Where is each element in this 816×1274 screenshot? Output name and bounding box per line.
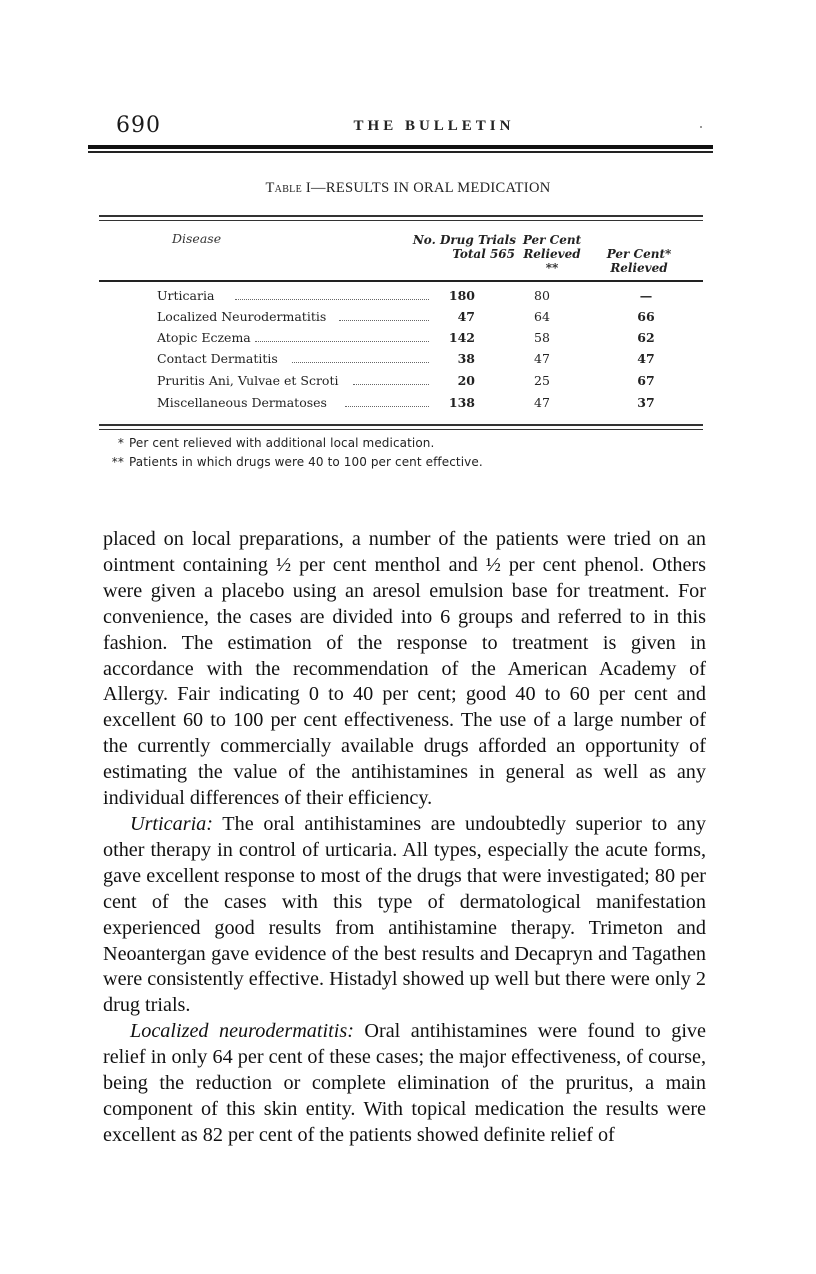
column-header-per-cent-local-line2: Relieved xyxy=(610,261,668,275)
paragraph-text-urticaria: The oral antihistamines are undoubtedly superior to any other therapy in control of urticaria. All types, especially the acute forms, gave excellent response to most of the drugs that were investigated; 80 per cent of the cases with this type of dermatological manifestation experienced good results from antihistamine therapy. Trimeton and Neoantergan gave evidence of the best results and Decapryn and Tagathen were consistently effective. Histadyl showed up well but there were only 2 drug trials. xyxy=(103,812,706,1017)
paragraph-lead-neurodermatitis: Localized neurodermatitis: xyxy=(130,1020,354,1043)
dot-leader xyxy=(339,320,429,321)
cell-per-cent-local: 37 xyxy=(637,395,655,410)
table-caption-prefix: Table I xyxy=(265,180,312,196)
paragraph-lead-urticaria: Urticaria: xyxy=(130,812,213,835)
cell-disease: Localized Neurodermatitis xyxy=(157,309,327,324)
column-header-per-cent-local-line1: Per Cent* xyxy=(606,247,672,261)
cell-per-cent-relieved: 47 xyxy=(534,395,550,410)
table-row xyxy=(157,395,677,415)
table-top-rule xyxy=(99,215,703,217)
table-row xyxy=(157,373,677,393)
table-row xyxy=(157,351,677,371)
cell-trials: 180 xyxy=(448,288,475,303)
dot-leader xyxy=(353,384,429,385)
dot-leader xyxy=(235,299,429,300)
column-header-per-cent-relieved-mark: ** xyxy=(545,261,559,275)
table-bottom-rule xyxy=(99,424,703,426)
footnote-text: Patients in which drugs were 40 to 100 per cent effective. xyxy=(129,455,483,469)
print-speck xyxy=(700,126,702,128)
cell-trials: 20 xyxy=(457,373,475,388)
cell-trials: 38 xyxy=(457,351,475,366)
cell-disease: Pruritis Ani, Vulvae et Scroti xyxy=(157,373,339,388)
cell-trials: 142 xyxy=(448,330,475,345)
column-header-per-cent-local xyxy=(604,247,674,275)
journal-title: THE BULLETIN xyxy=(353,118,515,134)
body-text xyxy=(103,527,706,1149)
paragraph-urticaria xyxy=(103,812,706,1019)
paragraph-methods: placed on local preparations, a number of the patients were tried on an ointment containing ½ per cent menthol and ½ per cent phenol. Others were given a placebo using an aresol emulsion base for treatment. For convenience, the cases are divided into 6 groups and referred to in this fashion. The estimation of the response to treatment is given in accordance with the recommendation of the American Academy of Allergy. Fair indicating 0 to 40 per cent; good 40 to 60 per cent and excellent 60 to 100 per cent effectiveness. The use of a large number of the currently commercially available drugs afforded an opportunity of estimating the value of the antihistamines in general as well as any individual differences of their efficiency. xyxy=(103,528,706,810)
table-header-rule xyxy=(99,280,703,282)
cell-per-cent-local: 66 xyxy=(637,309,655,324)
cell-per-cent-local: — xyxy=(639,288,653,303)
table-row xyxy=(157,330,677,350)
footnote-single-asterisk xyxy=(106,436,434,450)
column-header-disease: Disease xyxy=(172,231,222,246)
column-header-drug-trials xyxy=(404,233,516,261)
cell-trials: 47 xyxy=(457,309,475,324)
footnote-text: Per cent relieved with additional local medication. xyxy=(129,436,435,450)
cell-per-cent-local: 47 xyxy=(637,351,655,366)
column-header-per-cent-relieved xyxy=(517,233,587,275)
footnote-double-asterisk xyxy=(106,455,483,469)
dot-leader xyxy=(292,362,429,363)
table-bottom-rule-thin xyxy=(99,429,703,430)
table-top-rule-thin xyxy=(99,220,703,221)
column-header-per-cent-relieved-line1: Per Cent xyxy=(522,233,582,247)
cell-per-cent-relieved: 58 xyxy=(534,330,550,345)
table-caption xyxy=(0,180,816,197)
header-rule-thick xyxy=(88,145,713,149)
footnote-mark: * xyxy=(117,436,124,450)
footnote-mark: ** xyxy=(111,455,124,469)
column-header-drug-trials-line2: Total 565 xyxy=(452,247,515,261)
header-rule-thin xyxy=(88,151,713,153)
table-row xyxy=(157,309,677,329)
column-header-drug-trials-line1: No. Drug Trials xyxy=(412,233,516,247)
running-header xyxy=(114,113,714,143)
cell-per-cent-local: 67 xyxy=(637,373,655,388)
table-caption-title: —RESULTS IN ORAL MEDICATION xyxy=(311,180,551,196)
cell-trials: 138 xyxy=(448,395,475,410)
column-header-per-cent-relieved-line2: Relieved xyxy=(523,247,581,261)
cell-per-cent-relieved: 64 xyxy=(534,309,550,324)
dot-leader xyxy=(255,341,429,342)
paragraph-neurodermatitis xyxy=(103,1019,706,1149)
cell-disease: Urticaria xyxy=(157,288,215,303)
cell-per-cent-local: 62 xyxy=(637,330,655,345)
cell-per-cent-relieved: 80 xyxy=(534,288,550,303)
page-number: 690 xyxy=(116,113,161,138)
cell-per-cent-relieved: 47 xyxy=(534,351,550,366)
paragraph-text-neurodermatitis: Oral antihistamines were found to give relief in only 64 per cent of these cases; the major effectiveness, of course, being the reduction or complete elimination of the pruritus, a main component of this skin entity. With topical medication the results were excellent as 82 per cent of the patients showed definite relief of xyxy=(103,1020,706,1146)
cell-per-cent-relieved: 25 xyxy=(534,373,550,388)
cell-disease: Atopic Eczema xyxy=(157,330,251,345)
cell-disease: Contact Dermatitis xyxy=(157,351,278,366)
table-row xyxy=(157,288,677,308)
dot-leader xyxy=(345,406,429,407)
cell-disease: Miscellaneous Dermatoses xyxy=(157,395,327,410)
